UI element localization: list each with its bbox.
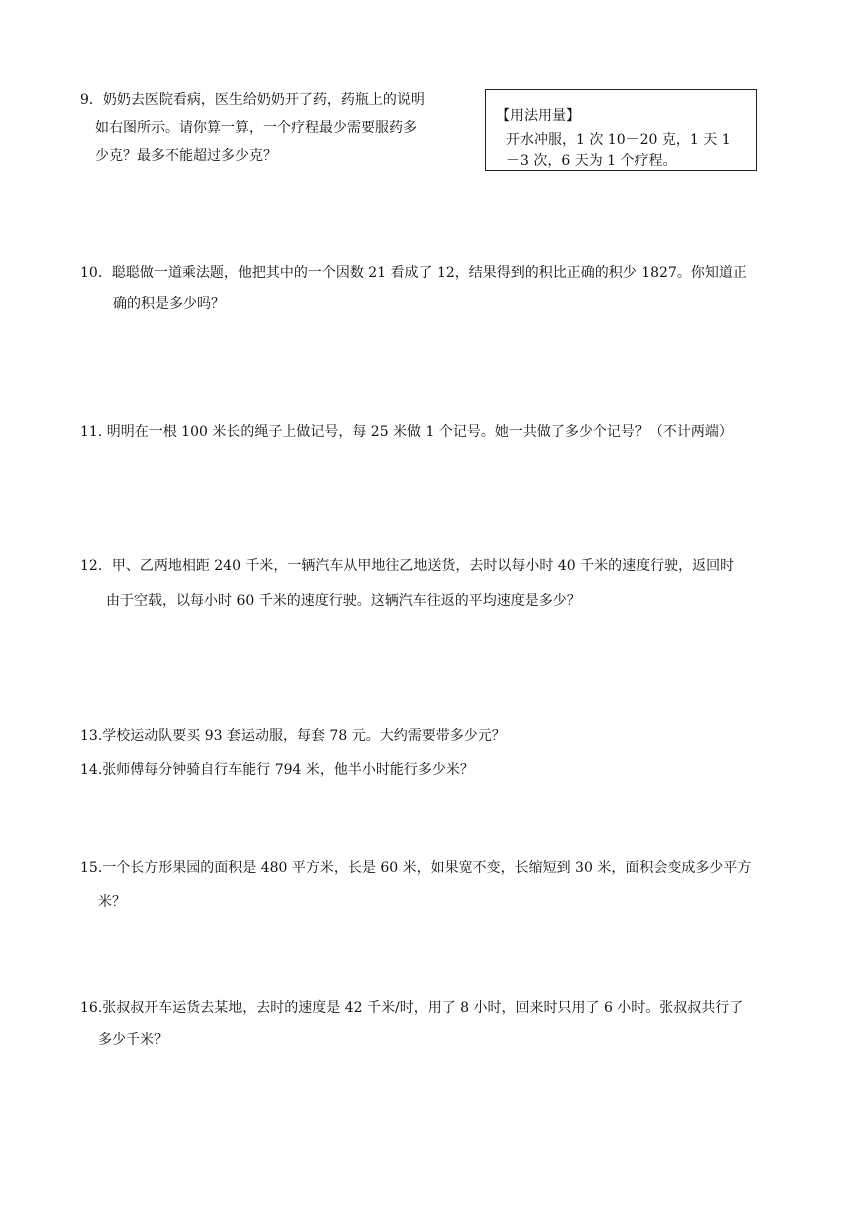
question-9-line-1: 9．奶奶去医院看病，医生给奶奶开了药，药瓶上的说明	[80, 92, 425, 108]
question-16-line-1: 16.张叔叔开车运货去某地，去时的速度是 42 千米/时，用了 8 小时，回来时只用了 6 小时。张叔叔共行了	[80, 1000, 744, 1016]
question-15-line-1: 15.一个长方形果园的面积是 480 平方米，长是 60 米，如果宽不变，长缩短到 30 米，面积会变成多少平方	[80, 860, 752, 876]
question-10-line-1: 10．聪聪做一道乘法题，他把其中的一个因数 21 看成了 12，结果得到的积比正确的积少 1827。你知道正	[80, 265, 747, 281]
question-10-line-2: 确的积是多少吗？	[113, 296, 225, 312]
question-12-line-2: 由于空载，以每小时 60 千米的速度行驶。这辆汽车往返的平均速度是多少？	[106, 593, 581, 609]
dosage-box-line-2: －3 次，6 天为 1 个疗程。	[506, 153, 677, 169]
dosage-box-line-1: 开水冲服，1 次 10－20 克，1 天 1	[506, 132, 731, 148]
question-13-line-1: 13.学校运动队要买 93 套运动服，每套 78 元。大约需要带多少元？	[80, 728, 506, 744]
question-9-line-2: 如右图所示。请你算一算，一个疗程最少需要服药多	[95, 120, 417, 136]
question-9-line-3: 少克？最多不能超过多少克？	[95, 148, 277, 164]
dosage-instruction-box	[485, 89, 757, 171]
question-14-line-1: 14.张师傅每分钟骑自行车能行 794 米，他半小时能行多少米？	[80, 762, 474, 778]
question-15-line-2: 米？	[98, 894, 126, 910]
dosage-box-title: 【用法用量】	[496, 108, 580, 124]
question-12-line-1: 12．甲、乙两地相距 240 千米，一辆汽车从甲地往乙地送货，去时以每小时 40 千米的速度行驶，返回时	[80, 558, 735, 574]
question-11-line-1: 11. 明明在一根 100 米长的绳子上做记号，每 25 米做 1 个记号。她一共做了多少个记号？（不计两端）	[80, 424, 733, 440]
question-16-line-2: 多少千米？	[98, 1032, 168, 1048]
